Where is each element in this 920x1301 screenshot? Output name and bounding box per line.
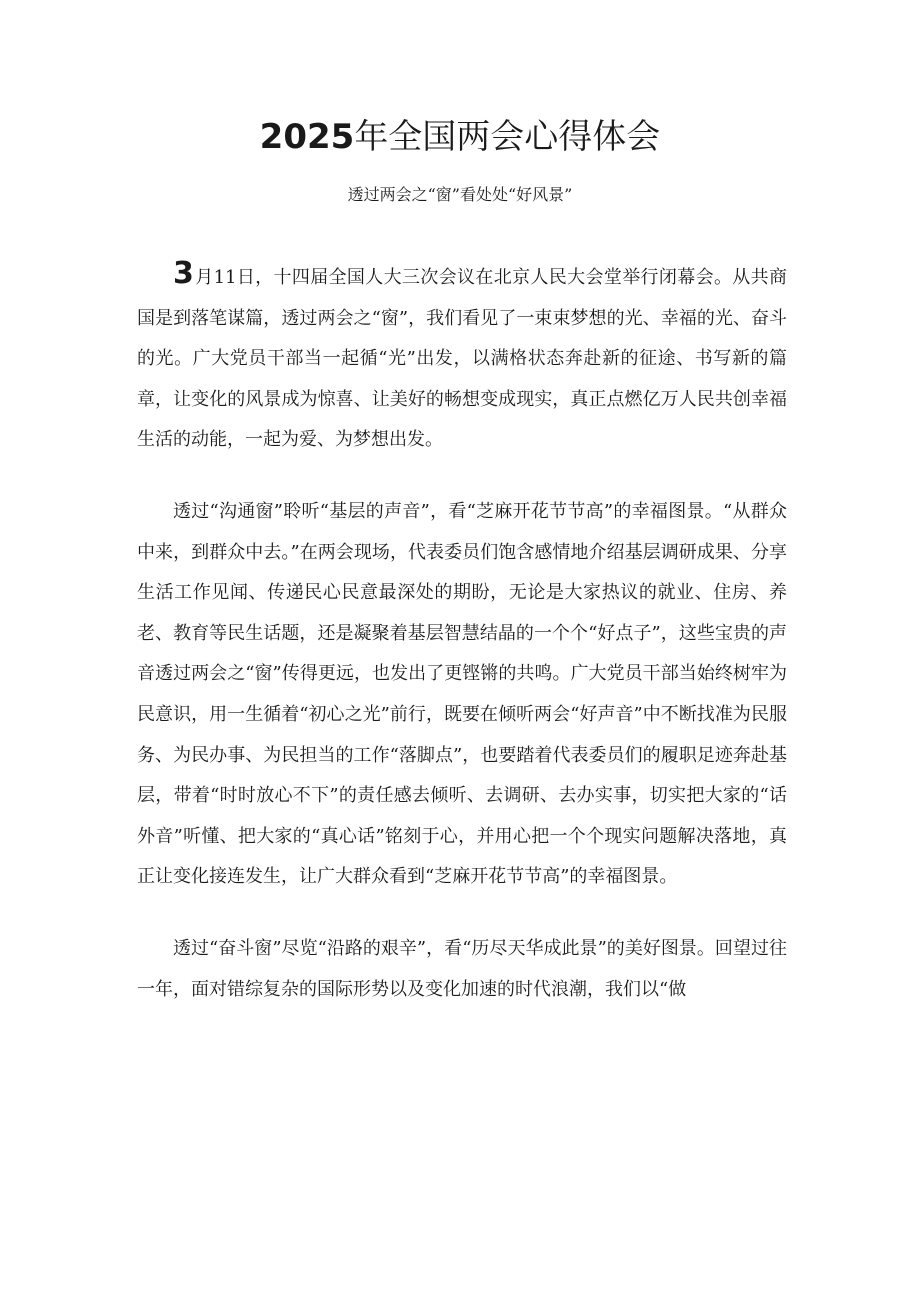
paragraph-1 [137,258,787,461]
document-body [137,258,787,1010]
paragraph-3: 透过“奋斗窗”尽览“沿路的艰辛”，看“历尽天华成此景”的美好图景。回望过往一年，面对错综复杂的国际形势以及变化加速的时代浪潮，我们以“做 [137,937,787,1000]
title-text: 年全国两会心得体会 [354,117,661,157]
title-year: 2025 [259,117,355,157]
paragraph-1-text: 月11日，十四届全国人大三次会议在北京人民大会堂举行闭幕会。从共商国是到落笔谋篇，透过两会之“窗”，我们看见了一束束梦想的光、幸福的光、奋斗的光。广大党员干部当一起循“光”出发，以满格状态奔赴新的征途、书写新的篇章，让变化的风景成为惊喜、让美好的畅想变成现实，真正点燃亿万人民共创幸福生活的动能，一起为爱、为梦想出发。 [137,267,787,451]
paragraph-2: 透过“沟通窗”聆听“基层的声音”，看“芝麻开花节节高”的幸福图景。“从群众中来，到群众中去。”在两会现场，代表委员们饱含感情地介绍基层调研成果、分享生活工作见闻、传递民心民意最深处的期盼，无论是大家热议的就业、住房、养老、教育等民生话题，还是凝聚着基层智慧结晶的一个个“好点子”，这些宝贵的声音透过两会之“窗”传得更远，也发出了更铿锵的共鸣。广大党员干部当始终树牢为民意识，用一生循着“初心之光”前行，既要在倾听两会“好声音”中不断找准为民服务、为民办事、为民担当的工作“落脚点”，也要踏着代表委员们的履职足迹奔赴基层，带着“时时放心不下”的责任感去倾听、去调研、去办实事，切实把大家的“话外音”听懂、把大家的“真心话”铭刻于心，并用心把一个个现实问题解决落地，真正让变化接连发生，让广大群众看到“芝麻开花节节高”的幸福图景。 [137,500,787,888]
document-title [0,112,920,162]
drop-cap: 3 [173,256,194,291]
document-subtitle: 透过两会之“窗”看处处“好风景” [347,185,573,204]
